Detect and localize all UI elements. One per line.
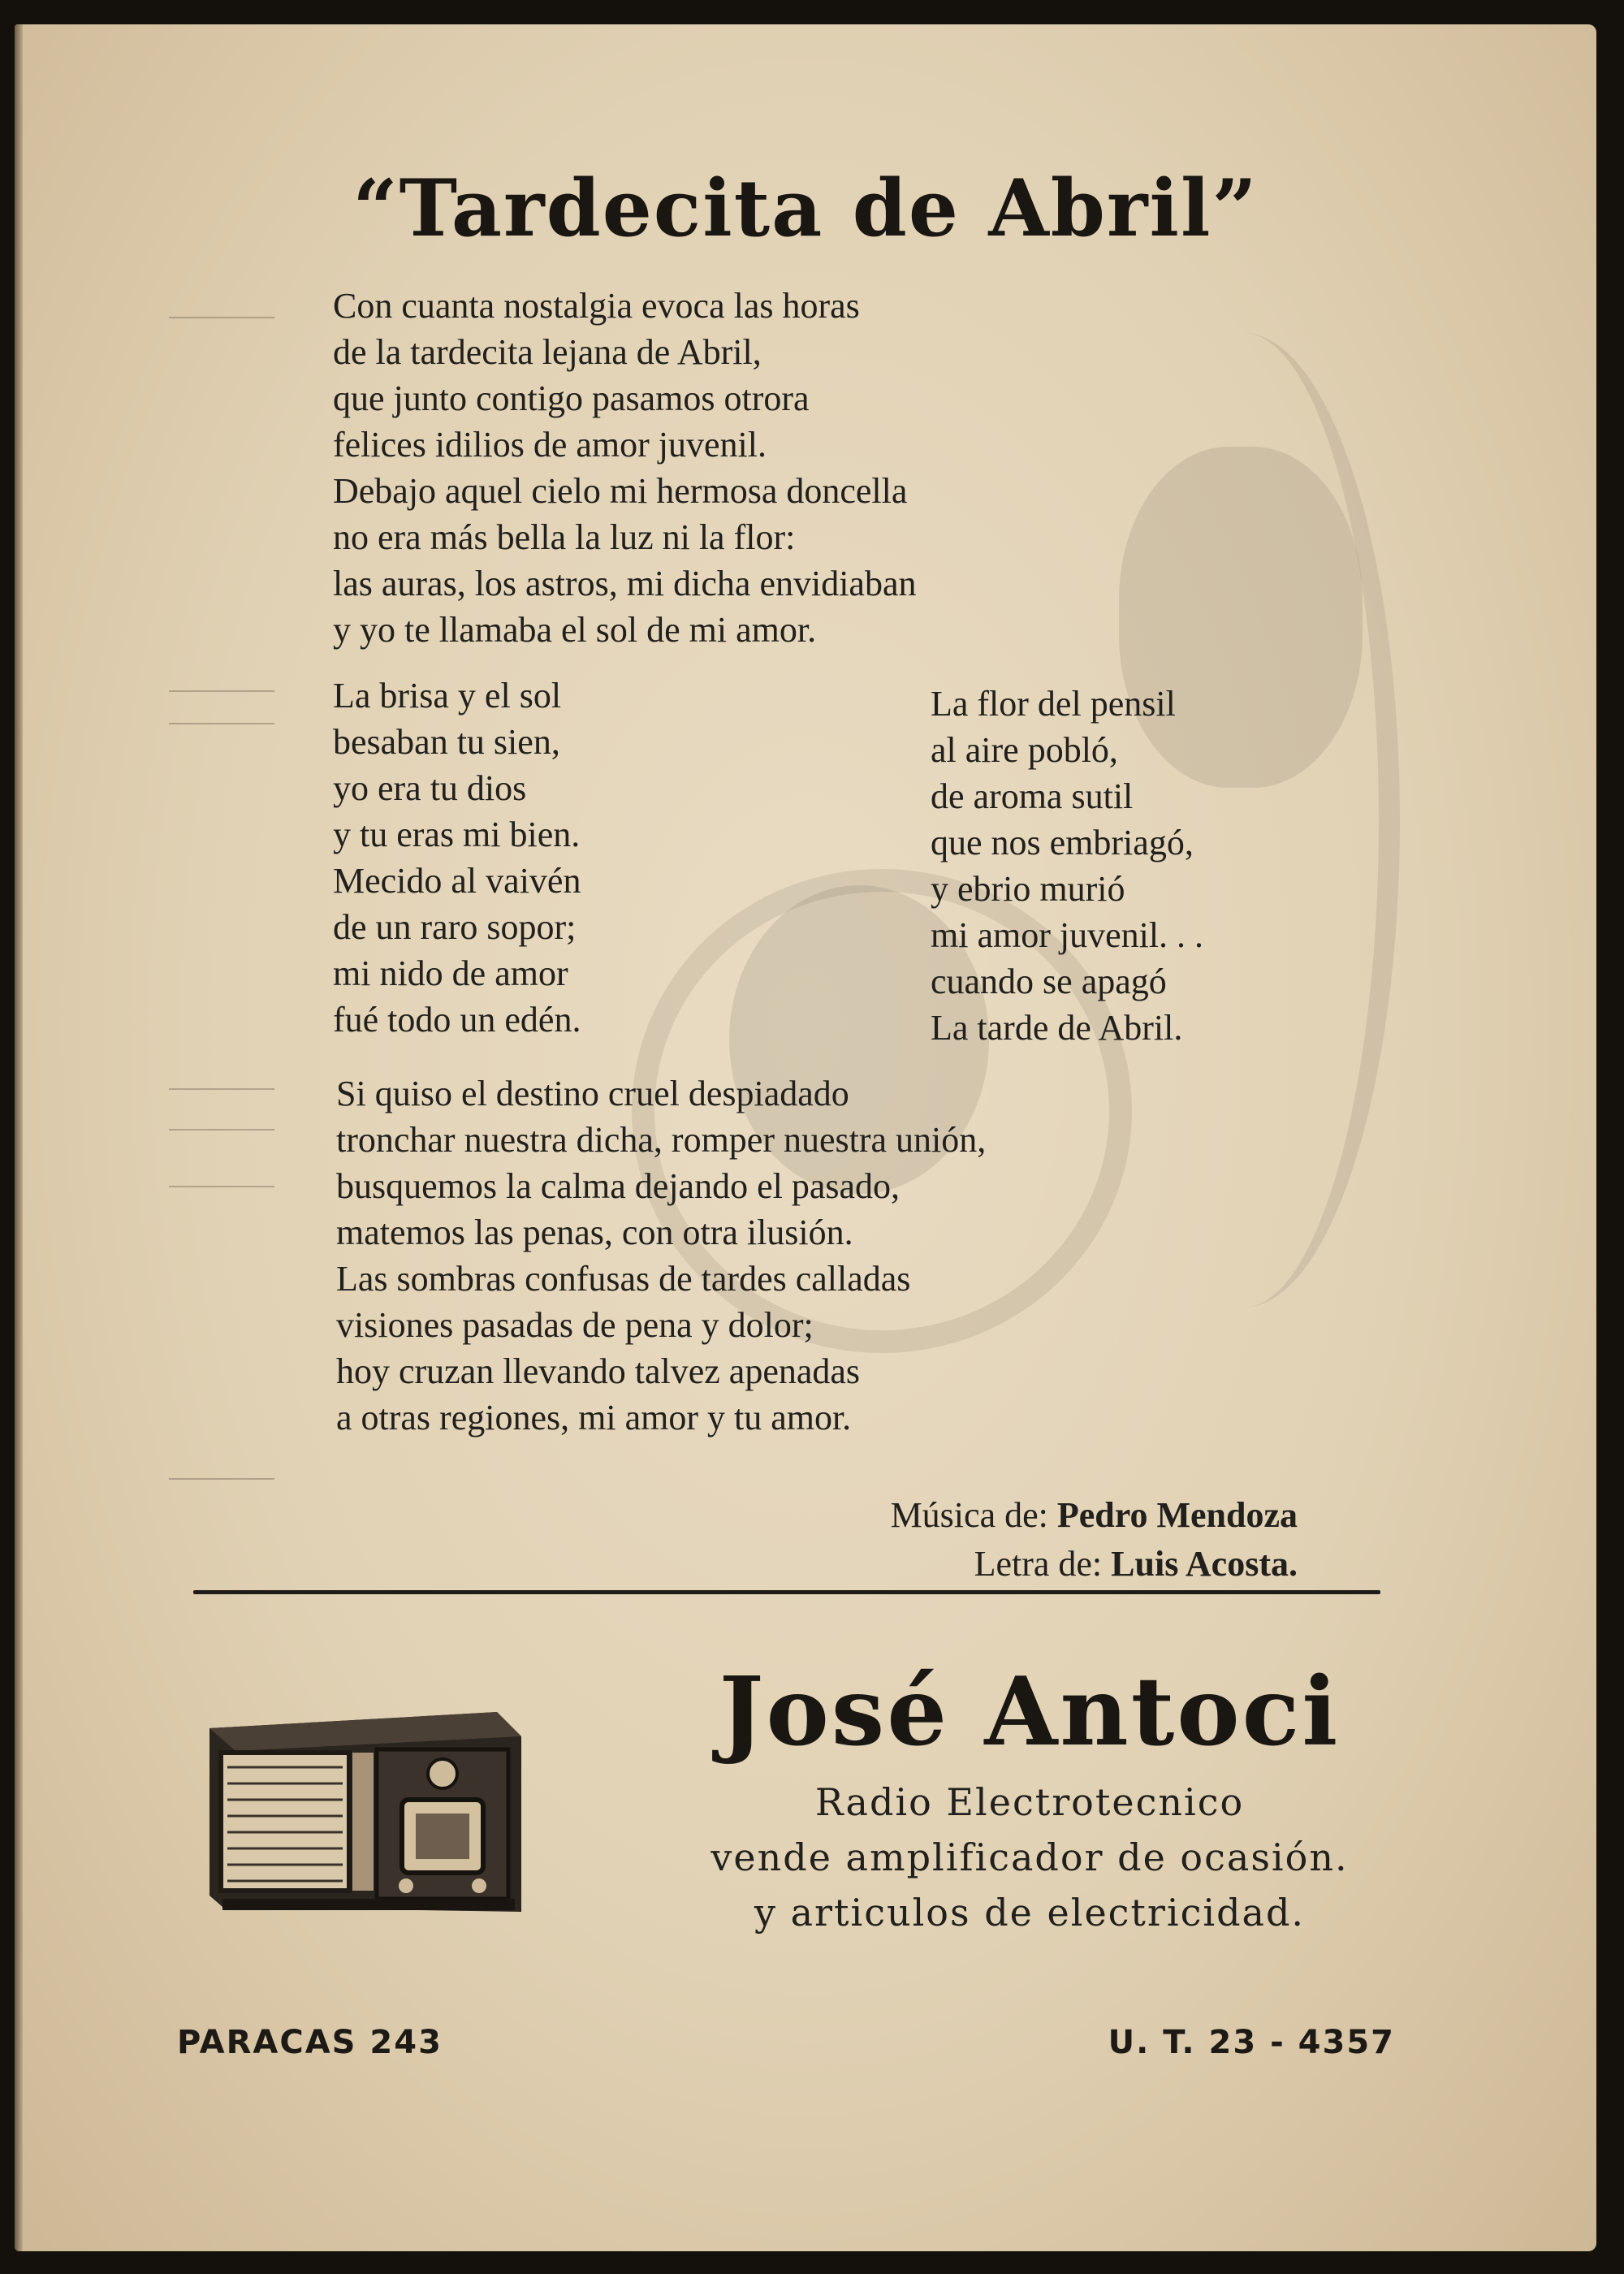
address: PARACAS 243 [177,2024,443,2061]
lyrics-credit [794,1540,1298,1589]
verse-line: y yo te llamaba el sol de mi amor. [333,610,817,650]
advertiser-name: José Antoci [719,1657,1341,1767]
verse-line: La brisa y el sol [333,676,562,715]
verse-line: al aire pobló, [931,730,1118,770]
verse-line: Con cuanta nostalgia evoca las horas [333,286,860,326]
verse-line: que junto contigo pasamos otrora [333,378,810,418]
divider-rule [193,1590,1380,1594]
verse-line: mi nido de amor [333,953,568,993]
verse-line: las auras, los astros, mi dicha envidiaban [333,564,917,603]
verse-line: matemos las penas, con otra ilusión. [336,1213,853,1252]
verse-line: yo era tu dios [333,768,527,808]
verse-line: y tu eras mi bien. [333,815,581,854]
verse-line: Las sombras confusas de tardes calladas [336,1259,911,1299]
margin-marks [169,284,291,1486]
verse-line: y ebrio murió [931,869,1125,909]
ad-line-offer: vende amplificador de ocasión. [710,1835,1349,1879]
radio-icon [203,1694,528,1930]
verse-line: visiones pasadas de pena y dolor; [336,1305,814,1345]
song-title: “Tardecita de Abril” [352,162,1259,254]
music-label: Música de: [890,1495,1048,1535]
verse-line: Si quiso el destino cruel despiadado [336,1074,849,1113]
verse-line: cuando se apagó [931,962,1167,1001]
ad-line-profession: Radio Electrotecnico [814,1780,1245,1824]
verse-line: La tarde de Abril. [931,1008,1183,1048]
verse-line: felices idilios de amor juvenil. [333,425,767,465]
music-credit [794,1491,1298,1540]
stanza-1 [333,283,1145,653]
stanza-3 [336,1070,1229,1441]
magazine-page [15,24,1596,2251]
verse-line: fué todo un edén. [333,1000,581,1040]
verse-line: de aroma sutil [931,776,1134,816]
verse-line: de un raro sopor; [333,907,577,947]
ad-line-products: y articulos de electricidad. [754,1891,1306,1935]
music-author: Pedro Mendoza [1056,1495,1298,1535]
verse-line: tronchar nuestra dicha, romper nuestra unión, [336,1120,987,1160]
song-credits [794,1491,1298,1589]
verse-line: de la tardecita lejana de Abril, [333,332,762,372]
verse-line: busquemos la calma dejando el pasado, [336,1166,901,1206]
stanza-2-left [333,672,755,1043]
page-spine [15,24,23,2251]
verse-line: que nos embriagó, [931,823,1194,862]
verse-line: mi amor juvenil. . . [931,915,1204,955]
verse-line: no era más bella la luz ni la flor: [333,517,796,557]
verse-line: Mecido al vaivén [333,861,581,901]
verse-line: La flor del pensil [931,684,1176,724]
lyrics-label: Letra de: [974,1544,1103,1584]
verse-line: besaban tu sien, [333,722,560,762]
verse-line: Debajo aquel cielo mi hermosa doncella [333,471,908,511]
verse-line: hoy cruzan llevando talvez apenadas [336,1351,861,1391]
phone-number: U. T. 23 - 4357 [1108,2024,1395,2061]
lyrics-author: Luis Acosta. [1111,1544,1298,1584]
stanza-2-right [931,681,1353,1051]
verse-line: a otras regiones, mi amor y tu amor. [336,1398,852,1437]
